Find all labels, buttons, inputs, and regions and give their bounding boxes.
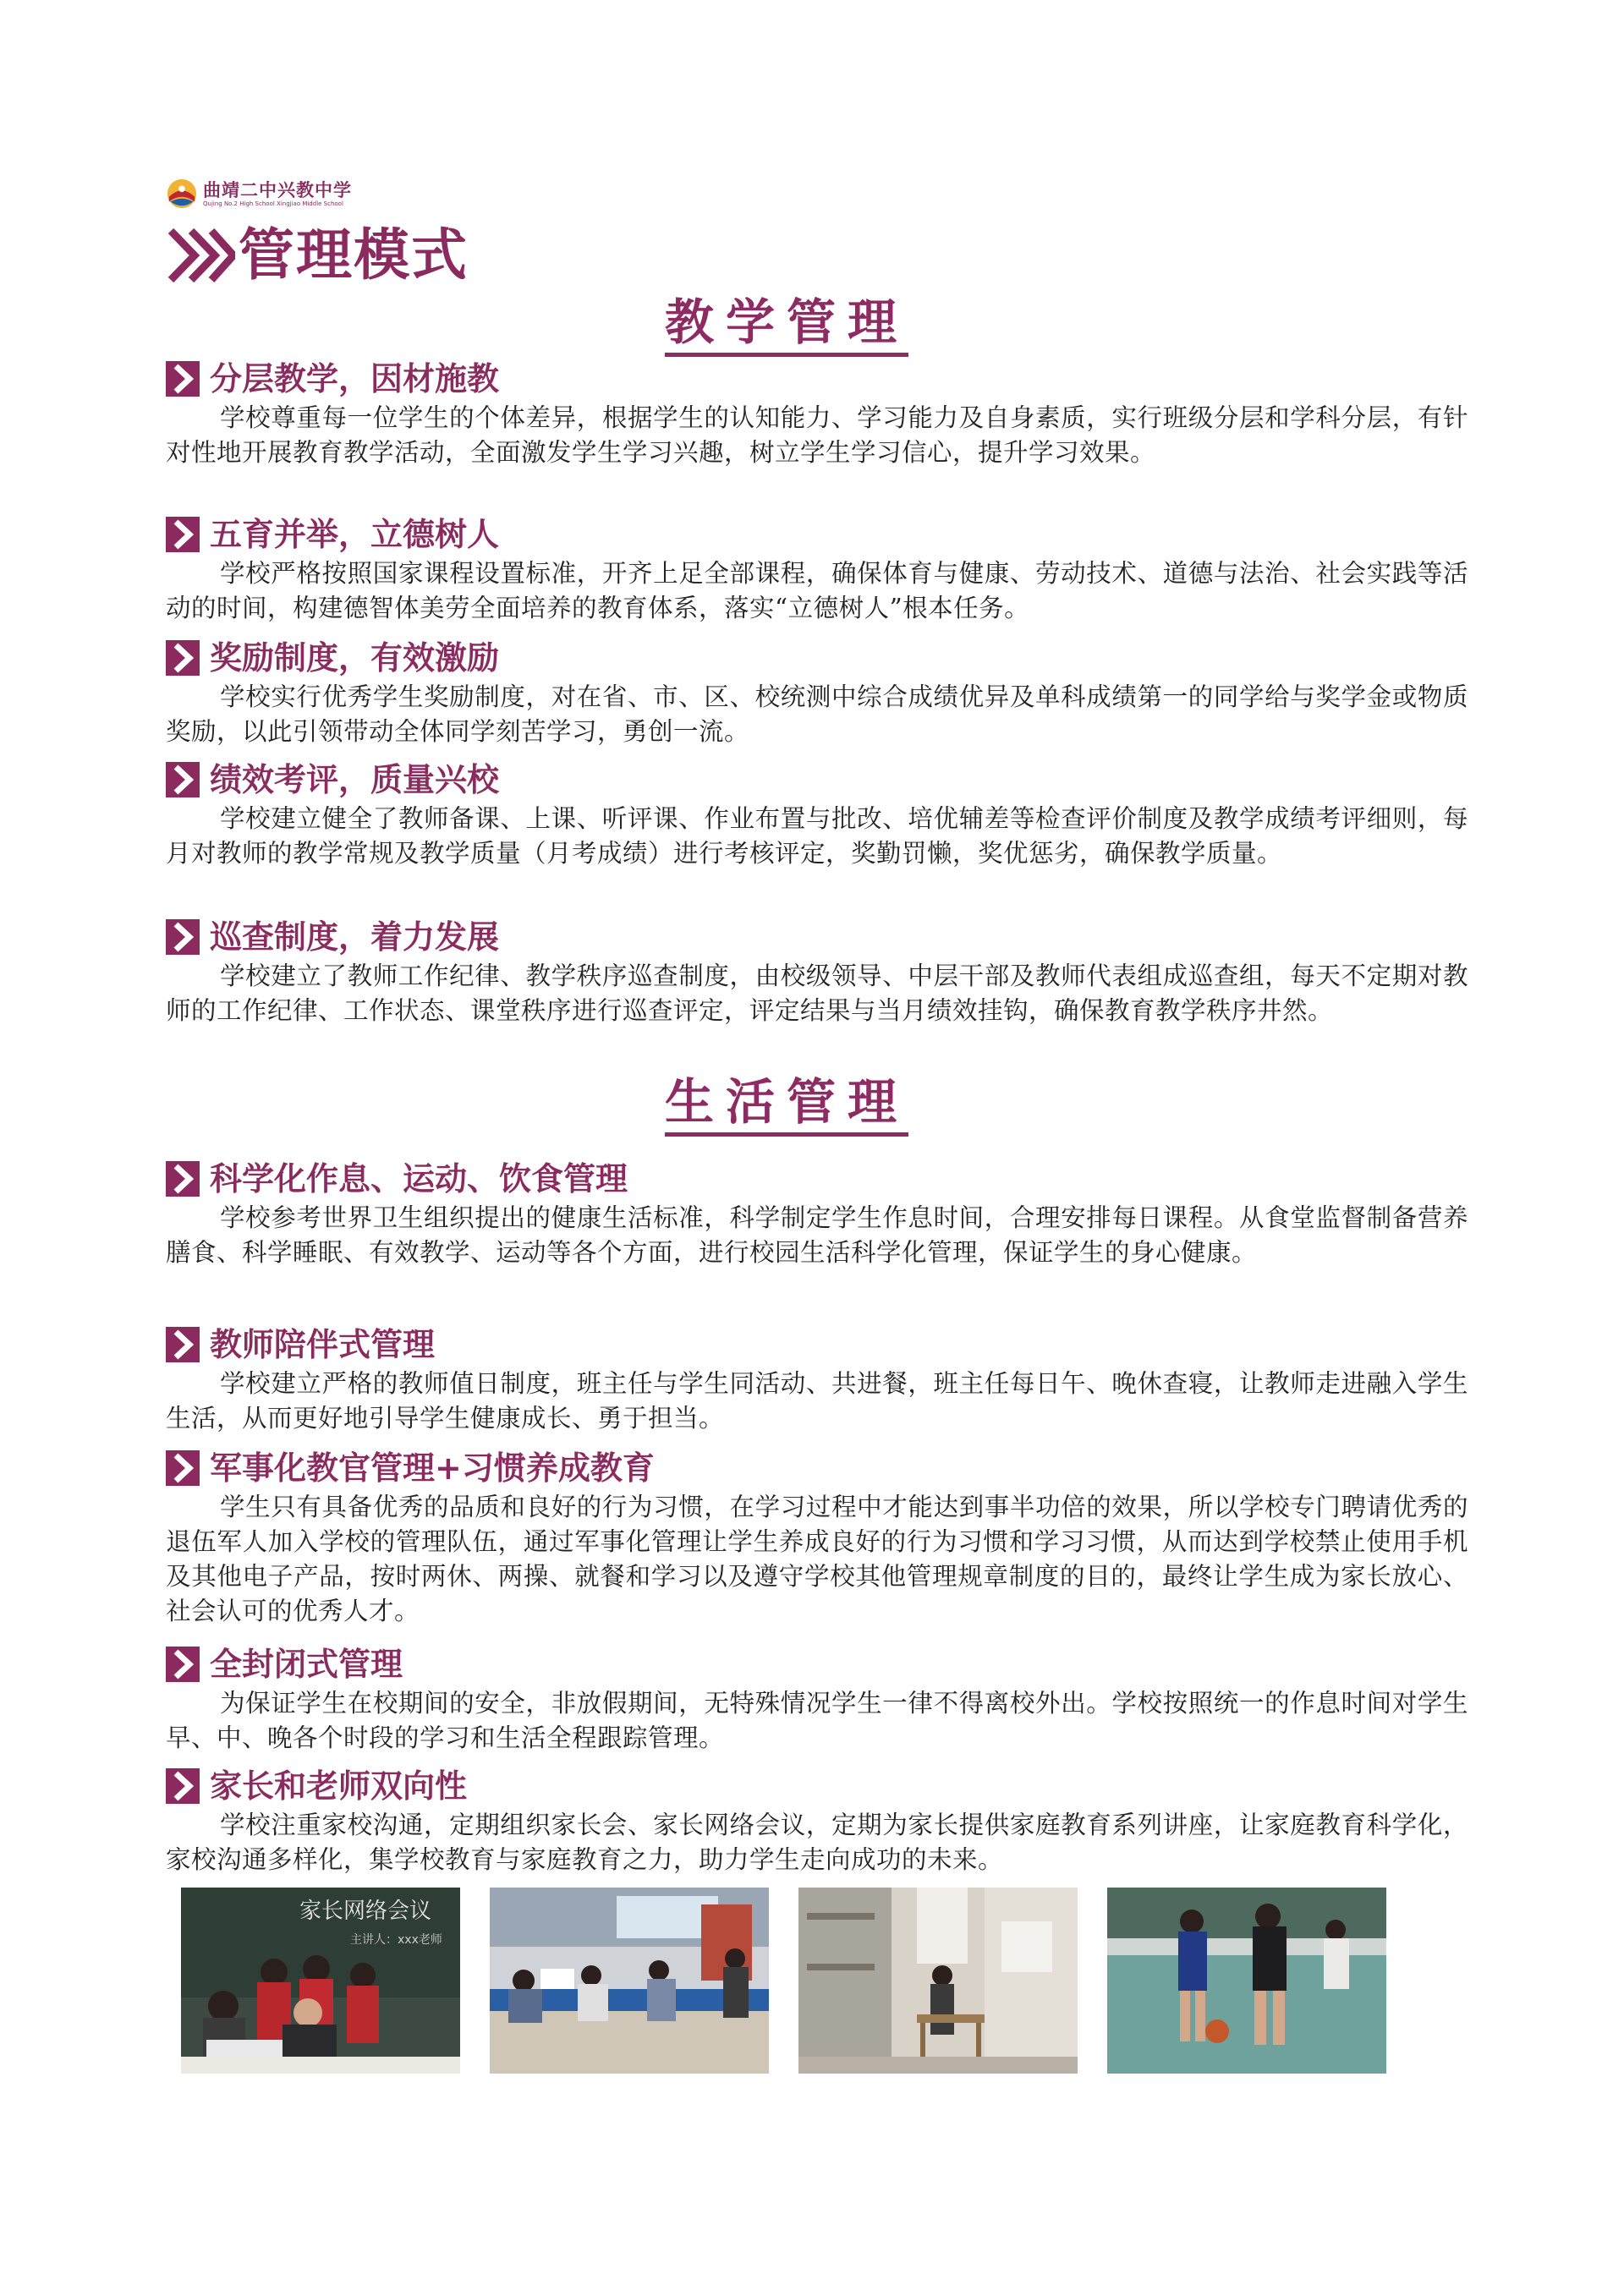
photo-basketball [1107, 1888, 1386, 2074]
logo-name: 曲靖二中兴教中学 [203, 179, 352, 200]
double-chevron-icon [166, 224, 235, 287]
item-performance-review [166, 759, 1468, 871]
item-reward-system [166, 638, 1468, 749]
item-body: 学校参考世界卫生组织提出的健康生活标准，科学制定学生作息时间，合理安排每日课程。从食堂监督制备营养膳食、科学睡眠、有效教学、运动等各个方面，进行校园生活科学化管理，保证学生的身心健康。 [166, 1203, 1468, 1267]
item-title: 巡查制度，着力发展 [210, 918, 500, 956]
page-title: 管理模式 [239, 222, 469, 288]
photo-classroom-activity [490, 1888, 769, 2074]
section-title-text: 生活管理 [665, 1073, 908, 1137]
arrow-box-icon [166, 1327, 200, 1362]
arrow-box-icon [166, 919, 200, 955]
item-body: 学校实行优秀学生奖励制度，对在省、市、区、校统测中综合成绩优异及单科成绩第一的同学给与奖学金或物质奖励，以此引领带动全体同学刻苦学习，勇创一流。 [166, 682, 1468, 746]
item-body: 为保证学生在校期间的安全，非放假期间，无特殊情况学生一律不得离校外出。学校按照统一的作息时间对学生早、中、晚各个时段的学习和生活全程跟踪管理。 [166, 1689, 1468, 1752]
item-scientific-routine [166, 1159, 1468, 1270]
logo-subtitle: Qujing No.2 High School Xingjiao Middle School [203, 200, 343, 207]
item-title: 分层教学，因材施教 [210, 360, 500, 397]
item-body: 学校尊重每一位学生的个体差异，根据学生的认知能力、学习能力及自身素质，实行班级分层和学科分层，有针对性地开展教育教学活动，全面激发学生学习兴趣，树立学生学习信心，提升学习效果。 [166, 403, 1468, 467]
item-title: 全封闭式管理 [210, 1646, 403, 1683]
photo-board-sub: 主讲人：xxx老师 [350, 1933, 442, 1947]
arrow-box-icon [166, 1450, 200, 1486]
item-title: 绩效考评，质量兴校 [210, 761, 500, 798]
item-inspection-system [166, 917, 1468, 1028]
item-body: 学校建立了教师工作纪律、教学秩序巡查制度，由校级领导、中层干部及教师代表组成巡查组，每天不定期对教师的工作纪律、工作状态、课堂秩序进行巡查评定，评定结果与当月绩效挂钩，确保教育教学秩序井然。 [166, 962, 1468, 1025]
school-logo [166, 178, 352, 210]
item-military-management [166, 1448, 1468, 1629]
item-parent-teacher [166, 1766, 1468, 1877]
item-body: 学校严格按照国家课程设置标准，开齐上足全部课程，确保体育与健康、劳动技术、道德与法治、社会实践等活动的时间，构建德智体美劳全面培养的教育体系，落实“立德树人”根本任务。 [166, 559, 1468, 622]
arrow-box-icon [166, 1647, 200, 1682]
section-title-life [0, 1072, 1573, 1132]
item-body: 学生只有具备优秀的品质和良好的行为习惯，在学习过程中才能达到事半功倍的效果，所以学校专门聘请优秀的退伍军人加入学校的管理队伍，通过军事化管理让学生养成良好的行为习惯和学习习惯，从而达到学校禁止使用手机及其他电子产品，按时两休、两操、就餐和学习以及遵守学校其他管理规章制度的目的，最终让学生成为家长放心、社会认可的优秀人才。 [166, 1493, 1468, 1625]
arrow-box-icon [166, 640, 200, 676]
section-title-teaching [0, 293, 1573, 352]
item-body: 学校建立严格的教师值日制度，班主任与学生同活动、共进餐，班主任每日午、晚休查寝，让教师走进融入学生生活，从而更好地引导学生健康成长、勇于担当。 [166, 1369, 1468, 1433]
school-badge-icon [166, 178, 198, 210]
item-title: 奖励制度，有效激励 [210, 639, 500, 677]
photo-strip [181, 1888, 1382, 2074]
arrow-box-icon [166, 361, 200, 397]
item-tiered-teaching [166, 359, 1468, 470]
photo-board-text: 家长网络会议 [299, 1899, 432, 1924]
item-title: 家长和老师双向性 [210, 1767, 468, 1805]
arrow-box-icon [166, 1768, 200, 1804]
photo-dormitory [798, 1888, 1078, 2074]
item-title: 科学化作息、运动、饮食管理 [210, 1160, 628, 1197]
arrow-box-icon [166, 762, 200, 797]
item-title: 军事化教官管理+习惯养成教育 [210, 1449, 655, 1487]
item-body: 学校注重家校沟通，定期组织家长会、家长网络会议，定期为家长提供家庭教育系列讲座，让家庭教育科学化，家校沟通多样化，集学校教育与家庭教育之力，助力学生走向成功的未来。 [166, 1811, 1468, 1874]
photo-parent-meeting [181, 1888, 460, 2074]
item-title: 五育并举，立德树人 [210, 516, 500, 553]
item-body: 学校建立健全了教师备课、上课、听评课、作业布置与批改、培优辅差等检查评价制度及教学成绩考评细则，每月对教师的教学常规及教学质量（月考成绩）进行考核评定，奖勤罚懒，奖优惩劣，确保教学质量。 [166, 804, 1468, 868]
item-teacher-companion [166, 1324, 1468, 1436]
arrow-box-icon [166, 517, 200, 552]
item-title: 教师陪伴式管理 [210, 1326, 436, 1363]
section-title-text: 教学管理 [665, 293, 908, 357]
item-five-education [166, 514, 1468, 626]
arrow-box-icon [166, 1161, 200, 1197]
page-heading [166, 222, 469, 289]
item-closed-management [166, 1644, 1468, 1756]
